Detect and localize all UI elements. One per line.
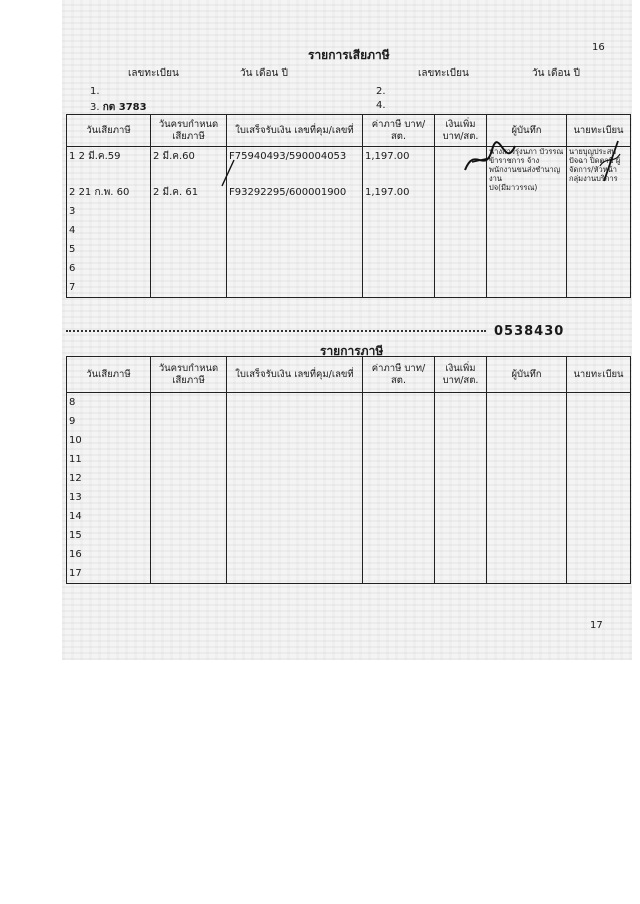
table-row xyxy=(67,393,631,413)
due-date xyxy=(151,259,227,278)
due-date: 2 มี.ค. 61 xyxy=(151,183,227,202)
tax-amount: 1,197.00 xyxy=(363,147,435,184)
empty-cell xyxy=(567,412,631,431)
due-date xyxy=(151,202,227,221)
paid-date-cell xyxy=(67,240,151,259)
table-row xyxy=(67,259,631,278)
empty-cell xyxy=(487,393,567,413)
registrar-name xyxy=(567,202,631,221)
row-number: 11 xyxy=(67,450,151,469)
empty-cell xyxy=(363,488,435,507)
row-number: 5 xyxy=(69,244,76,255)
empty-cell xyxy=(567,469,631,488)
registrar-name xyxy=(567,259,631,278)
empty-cell xyxy=(435,488,487,507)
recorder-name: ปจ(มีมาวรรณ) xyxy=(487,183,567,202)
empty-cell xyxy=(227,507,363,526)
empty-cell xyxy=(567,431,631,450)
table-row xyxy=(67,278,631,298)
due-date xyxy=(151,278,227,298)
surcharge-amount xyxy=(435,240,487,259)
empty-cell xyxy=(227,469,363,488)
entry-no: 1. xyxy=(90,86,100,97)
receipt-number xyxy=(227,202,363,221)
empty-cell xyxy=(487,545,567,564)
due-date xyxy=(151,240,227,259)
entry-no: 4. xyxy=(376,100,386,111)
empty-cell xyxy=(567,564,631,584)
empty-cell xyxy=(567,488,631,507)
tax-amount xyxy=(363,240,435,259)
empty-cell xyxy=(567,393,631,413)
empty-cell xyxy=(151,450,227,469)
table-row xyxy=(67,469,631,488)
paid-date-cell xyxy=(67,278,151,298)
empty-cell xyxy=(487,431,567,450)
row-number: 4 xyxy=(69,225,76,236)
entry-no: 2. xyxy=(376,86,386,97)
signature-mark xyxy=(460,140,520,180)
paid-date-cell xyxy=(67,147,151,184)
empty-cell xyxy=(363,393,435,413)
row-number: 1 xyxy=(69,151,76,162)
tax-record-table xyxy=(66,356,631,584)
empty-cell xyxy=(487,412,567,431)
empty-cell xyxy=(567,526,631,545)
empty-cell xyxy=(363,412,435,431)
empty-cell xyxy=(435,469,487,488)
empty-cell xyxy=(151,545,227,564)
header-entry-2 xyxy=(376,86,386,97)
row-number: 10 xyxy=(67,431,151,450)
row-number: 12 xyxy=(67,469,151,488)
row-number: 9 xyxy=(67,412,151,431)
empty-cell xyxy=(487,507,567,526)
empty-cell xyxy=(435,507,487,526)
table-row xyxy=(67,221,631,240)
table-row xyxy=(67,488,631,507)
page-number-top: 16 xyxy=(592,42,605,53)
col-paid-date: วันเสียภาษี xyxy=(67,357,151,393)
receipt-number xyxy=(227,278,363,298)
due-date: 2 มี.ค.60 xyxy=(151,147,227,184)
strike-mark xyxy=(218,158,238,188)
empty-cell xyxy=(151,393,227,413)
empty-cell xyxy=(227,393,363,413)
empty-cell xyxy=(227,488,363,507)
page-number-bottom: 17 xyxy=(590,620,603,631)
col-recorder: ผู้บันทึก xyxy=(487,357,567,393)
recorder-name xyxy=(487,202,567,221)
recorder-name xyxy=(487,278,567,298)
reg-label-right: เลขทะเบียน xyxy=(418,68,469,79)
empty-cell xyxy=(487,488,567,507)
surcharge-amount xyxy=(435,278,487,298)
row-number: 13 xyxy=(67,488,151,507)
receipt-number xyxy=(227,240,363,259)
empty-cell xyxy=(151,564,227,584)
empty-cell xyxy=(363,564,435,584)
empty-cell xyxy=(227,412,363,431)
surcharge-amount xyxy=(435,183,487,202)
tax-payment-table xyxy=(66,114,631,298)
row-number: 2 xyxy=(69,187,76,198)
header-entry-3 xyxy=(90,100,147,115)
empty-cell xyxy=(151,412,227,431)
col-receipt: ใบเสร็จรับเงิน เลขที่คุม/เลขที่ xyxy=(227,357,363,393)
empty-cell xyxy=(363,450,435,469)
empty-cell xyxy=(363,526,435,545)
date-label-left: วัน เดือน ปี xyxy=(240,68,288,79)
empty-cell xyxy=(435,545,487,564)
table-row xyxy=(67,183,631,202)
col-surcharge: เงินเพิ่ม บาท/สต. xyxy=(435,115,487,147)
empty-cell xyxy=(487,564,567,584)
empty-cell xyxy=(487,469,567,488)
col-registrar: นายทะเบียน xyxy=(567,357,631,393)
empty-cell xyxy=(151,469,227,488)
recorder-name xyxy=(487,259,567,278)
paid-date: 21 ก.พ. 60 xyxy=(78,187,130,198)
surcharge-amount xyxy=(435,259,487,278)
empty-cell xyxy=(151,526,227,545)
table-row xyxy=(67,450,631,469)
empty-cell xyxy=(151,431,227,450)
entry-no: 3. xyxy=(90,102,100,113)
table-row xyxy=(67,412,631,431)
empty-cell xyxy=(363,431,435,450)
registrar-name: นายบุญประสบ ปัจฉา ปิดตามี ผู้จัดการ/หัวหน้ากลุ่มงานบริการ xyxy=(567,147,631,184)
empty-cell xyxy=(435,393,487,413)
tax-amount xyxy=(363,278,435,298)
separator-line xyxy=(66,330,486,332)
table-row xyxy=(67,147,631,184)
empty-cell xyxy=(435,412,487,431)
row-number: 8 xyxy=(67,393,151,413)
empty-cell xyxy=(151,507,227,526)
empty-cell xyxy=(227,450,363,469)
empty-cell xyxy=(435,564,487,584)
col-due-date: วันครบกำหนดเสียภาษี xyxy=(151,357,227,393)
tax-amount xyxy=(363,202,435,221)
header-entry-4 xyxy=(376,100,386,111)
paid-date-cell xyxy=(67,202,151,221)
col-registrar: นายทะเบียน xyxy=(567,115,631,147)
plate-number: กต 3783 xyxy=(102,102,147,113)
empty-cell xyxy=(227,545,363,564)
empty-cell xyxy=(227,431,363,450)
due-date xyxy=(151,221,227,240)
receipt-number xyxy=(227,259,363,278)
empty-cell xyxy=(487,450,567,469)
receipt-number: F93292295/600001900 xyxy=(227,183,363,202)
recorder-name xyxy=(487,240,567,259)
receipt-number: F75940493/590004053 xyxy=(227,147,363,184)
registrar-name xyxy=(567,278,631,298)
col-tax: ค่าภาษี บาท/สต. xyxy=(363,357,435,393)
empty-cell xyxy=(567,507,631,526)
empty-cell xyxy=(435,526,487,545)
recorder-name: นางสาวรุ่งนภา บัวรรณ ข้าราชการ จ้างพนักงานขนส่งชำนาญงาน xyxy=(487,147,567,184)
table-row xyxy=(67,526,631,545)
table-row xyxy=(67,507,631,526)
recorder-name xyxy=(487,221,567,240)
registrar-name xyxy=(567,221,631,240)
table-row xyxy=(67,240,631,259)
section1-title: รายการเสียภาษี xyxy=(308,48,390,62)
empty-cell xyxy=(363,469,435,488)
empty-cell xyxy=(363,545,435,564)
empty-cell xyxy=(435,450,487,469)
paid-date-cell xyxy=(67,259,151,278)
row-number: 16 xyxy=(67,545,151,564)
empty-cell xyxy=(363,507,435,526)
empty-cell xyxy=(487,526,567,545)
col-receipt: ใบเสร็จรับเงิน เลขที่คุม/เลขที่ xyxy=(227,115,363,147)
tax-amount xyxy=(363,259,435,278)
table-row xyxy=(67,431,631,450)
empty-cell xyxy=(227,564,363,584)
row-number: 7 xyxy=(69,282,76,293)
receipt-number xyxy=(227,221,363,240)
row-number: 3 xyxy=(69,206,76,217)
header-entry-1 xyxy=(90,86,100,97)
empty-cell xyxy=(227,526,363,545)
col-recorder: ผู้บันทึก xyxy=(487,115,567,147)
table-row xyxy=(67,564,631,584)
paid-date-cell xyxy=(67,221,151,240)
paid-date: 2 มี.ค.59 xyxy=(78,151,121,162)
empty-cell xyxy=(435,431,487,450)
row-number: 6 xyxy=(69,263,76,274)
table-row xyxy=(67,202,631,221)
empty-cell xyxy=(567,545,631,564)
separator-number: 0538430 xyxy=(494,324,565,339)
registrar-signature-mark xyxy=(596,136,626,186)
tax-amount xyxy=(363,221,435,240)
registrar-name xyxy=(567,240,631,259)
surcharge-amount xyxy=(435,202,487,221)
reg-label-left: เลขทะเบียน xyxy=(128,68,179,79)
surcharge-amount xyxy=(435,221,487,240)
col-tax: ค่าภาษี บาท/สต. xyxy=(363,115,435,147)
row-number: 15 xyxy=(67,526,151,545)
paid-date-cell xyxy=(67,183,151,202)
table-row xyxy=(67,545,631,564)
section2-title: รายการภาษี xyxy=(320,344,384,358)
date-label-right: วัน เดือน ปี xyxy=(532,68,580,79)
col-surcharge: เงินเพิ่ม บาท/สต. xyxy=(435,357,487,393)
col-paid-date: วันเสียภาษี xyxy=(67,115,151,147)
empty-cell xyxy=(151,488,227,507)
row-number: 14 xyxy=(67,507,151,526)
row-number: 17 xyxy=(67,564,151,584)
col-due-date: วันครบกำหนดเสียภาษี xyxy=(151,115,227,147)
empty-cell xyxy=(567,450,631,469)
tax-amount: 1,197.00 xyxy=(363,183,435,202)
